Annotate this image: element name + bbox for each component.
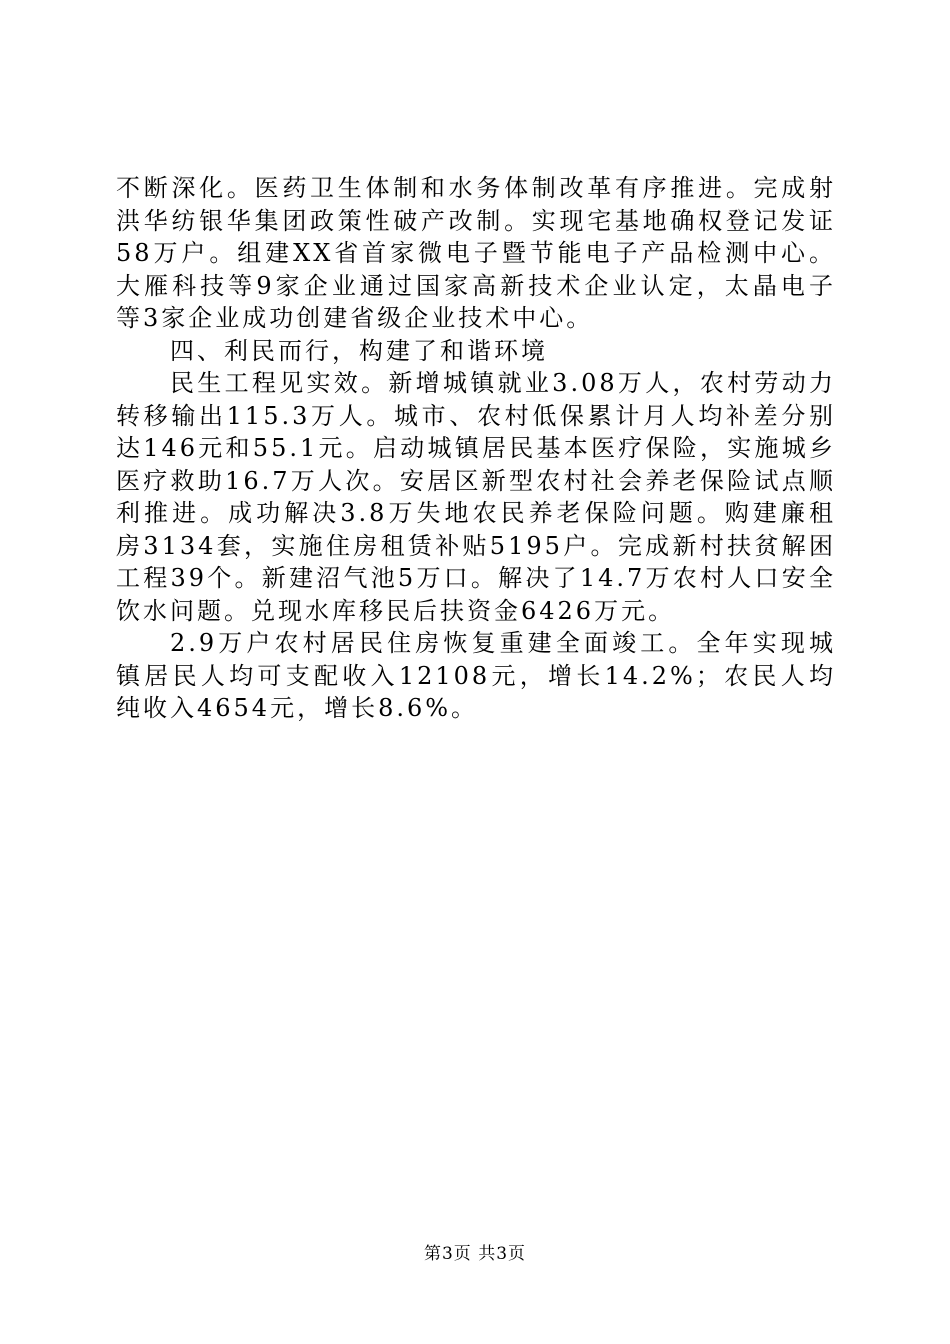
paragraph-income-growth: 2.9万户农村居民住房恢复重建全面竣工。全年实现城镇居民人均可支配收入12108元，增长14.2%；农民人均纯收入4654元，增长8.6%。	[116, 629, 836, 722]
paragraph-livelihood-projects: 民生工程见实效。新增城镇就业3.08万人，农村劳动力转移输出115.3万人。城市、农村低保累计月人均补差分别达146元和55.1元。启动城镇居民基本医疗保险，实施城乡医疗救助16.7万人次。安居区新型农村社会养老保险试点顺利推进。成功解决3.8万失地农民养老保险问题。购建廉租房3134套，实施住房租赁补贴5195户。完成新村扶贫解困工程39个。新建沼气池5万口。解决了14.7万农村人口安全饮水问题。兑现水库移民后扶资金6426万元。	[116, 369, 836, 625]
section-heading-livelihood: 四、利民而行，构建了和谐环境	[170, 336, 548, 365]
document-body	[116, 172, 836, 725]
page-number-footer: 第3页 共3页	[423, 1244, 527, 1264]
paragraph-reform-continuation: 不断深化。医药卫生体制和水务体制改革有序推进。完成射洪华纺银华集团政策性破产改制。实现宅基地确权登记发证58万户。组建XX省首家微电子暨节能电子产品检测中心。大雁科技等9家企业通过国家高新技术企业认定，太晶电子等3家企业成功创建省级企业技术中心。	[116, 174, 836, 332]
